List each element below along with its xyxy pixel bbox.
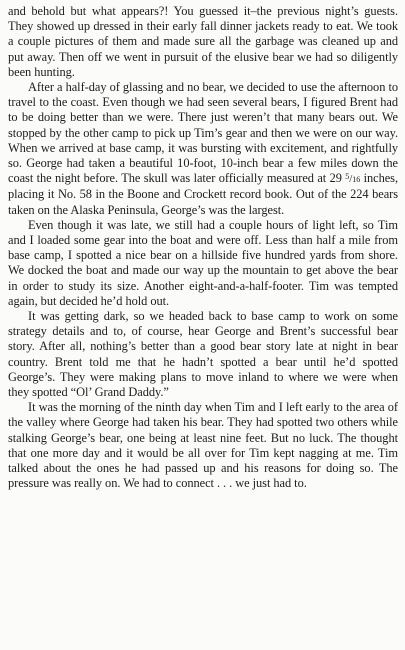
paragraph-5: It was the morning of the ninth day when Tim and I left early to the area of the valley where George had taken his bear. They had spotted two others while stalking George’s bear, one being at least nine feet. But no luck. The thought that one more day and it would be all over for Tim kept nagging at me. Tim talked about the ones he had passed up and his reasons for doing so. The pressure was really on. We had to connect . . . we just had to. [8,400,398,491]
paragraph-1: and behold but what appears?! You guessed it–the previous night’s guests. They showed up dressed in their early fall dinner jackets ready to eat. We took a couple pictures of them and made sure all the garbage was cleaned up and put away. Then off we went in pursuit of the elusive bear we had so diligently been hunting. [8,4,398,79]
paragraph-2: After a half-day of glassing and no bear, we decided to use the afternoon to travel to the coast. Even though we had seen several bears, I figured Brent had to be doing better than we were. There just weren’t that many bears out. We stopped by the other camp to pick up Tim’s gear and then we were on our way. When we arrived at base camp, it was bursting with excitement, and rightfully so. George had taken a beautiful 10-foot, 10-inch bear a few miles down the coast the night before. The skull was later officially measured at 29 $^5$/16 inches, placing it No. 58 in the Boone and Crockett record book. Out of the 224 bears taken on the Alaska Peninsula, George’s was the largest. [8,80,398,217]
paragraph-4: It was getting dark, so we headed back to base camp to work on some strategy details and to, of course, hear George and Brent’s successful bear story. After all, nothing’s better than a good bear story late at night in bear country. Brent told me that he hadn’t spotted a bear until he’d spotted George’s. They were making plans to move inland to where we were when they spotted “Ol’ Grand Daddy.” [8,309,398,400]
paragraph-3: Even though it was late, we still had a couple hours of light left, so Tim and I loaded some gear into the boat and were off. Less than half a mile from base camp, I spotted a nice bear on a hillside five hundred yards from shore. We docked the boat and made our way up the mountain to get above the bear in order to study its size. Another eight-and-a-half-footer. Tim was tempted again, but decided he’d hold out. [8,217,398,308]
